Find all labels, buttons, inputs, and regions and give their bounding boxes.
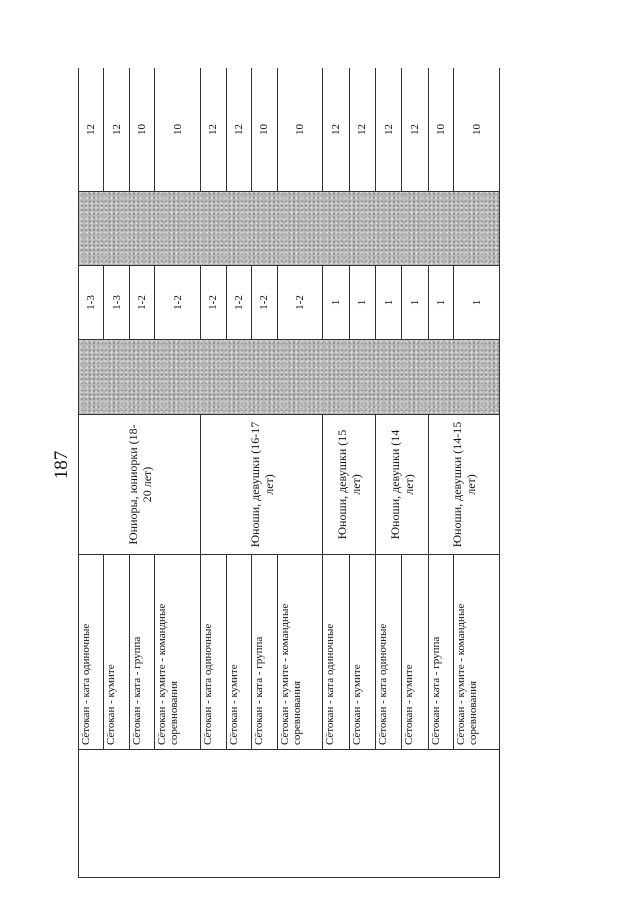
event-cell: Сётокан - ката одиночные	[201, 555, 226, 750]
event-cell: Сётокан - кумите - командные соревнования	[277, 555, 323, 750]
value-cell: 10	[428, 68, 453, 192]
event-cell: Сётокан - кумите	[402, 555, 428, 750]
table-body	[79, 68, 500, 878]
value-cell: 12	[201, 68, 226, 192]
value-cell: 10	[252, 68, 277, 192]
table-row	[79, 68, 104, 878]
page-number: 187	[51, 450, 72, 480]
count-cell: 1-2	[129, 266, 154, 340]
shaded-column	[79, 192, 500, 266]
event-cell: Сётокан - кумите	[349, 555, 375, 750]
shaded-column	[79, 340, 500, 415]
blank-column	[79, 750, 500, 878]
event-cell: Сётокан - ката - группа	[129, 555, 154, 750]
event-cell: Сётокан - кумите - командные соревнования	[454, 555, 500, 750]
age-group-cell: Юноши, девушки (15 лет)	[323, 415, 376, 555]
value-cell: 10	[277, 68, 323, 192]
count-cell: 1-2	[277, 266, 323, 340]
count-cell: 1-2	[155, 266, 201, 340]
age-group-cell: Юноши, девушки (14 лет)	[376, 415, 429, 555]
age-group-cell: Юниоры, юниорки (18-20 лет)	[79, 415, 201, 555]
value-cell: 10	[129, 68, 154, 192]
count-cell: 1-3	[104, 266, 129, 340]
count-cell: 1-3	[79, 266, 104, 340]
value-cell: 10	[155, 68, 201, 192]
value-cell: 12	[104, 68, 129, 192]
age-group-cell: Юноши, девушки (14-15 лет)	[428, 415, 499, 555]
event-cell: Сётокан - кумите	[104, 555, 129, 750]
sports-disciplines-table	[78, 68, 500, 878]
rotated-table-wrapper	[78, 68, 500, 878]
value-cell: 12	[349, 68, 375, 192]
count-cell: 1-2	[226, 266, 251, 340]
count-cell: 1	[454, 266, 500, 340]
age-group-cell: Юноши, девушки (16-17 лет)	[201, 415, 323, 555]
event-cell: Сётокан - ката - группа	[428, 555, 453, 750]
count-cell: 1	[323, 266, 349, 340]
event-cell: Сётокан - ката одиночные	[323, 555, 349, 750]
event-cell: Сётокан - ката одиночные	[79, 555, 104, 750]
event-cell: Сётокан - ката одиночные	[376, 555, 402, 750]
table-container	[78, 68, 500, 878]
count-cell: 1	[349, 266, 375, 340]
count-cell: 1	[376, 266, 402, 340]
value-cell: 12	[323, 68, 349, 192]
count-cell: 1-2	[252, 266, 277, 340]
value-cell: 12	[79, 68, 104, 192]
value-cell: 10	[454, 68, 500, 192]
count-cell: 1	[402, 266, 428, 340]
event-cell: Сётокан - ката - группа	[252, 555, 277, 750]
count-cell: 1-2	[201, 266, 226, 340]
value-cell: 12	[226, 68, 251, 192]
count-cell: 1	[428, 266, 453, 340]
event-cell: Сётокан - кумите - командные соревнования	[155, 555, 201, 750]
value-cell: 12	[402, 68, 428, 192]
event-cell: Сётокан - кумите	[226, 555, 251, 750]
value-cell: 12	[376, 68, 402, 192]
